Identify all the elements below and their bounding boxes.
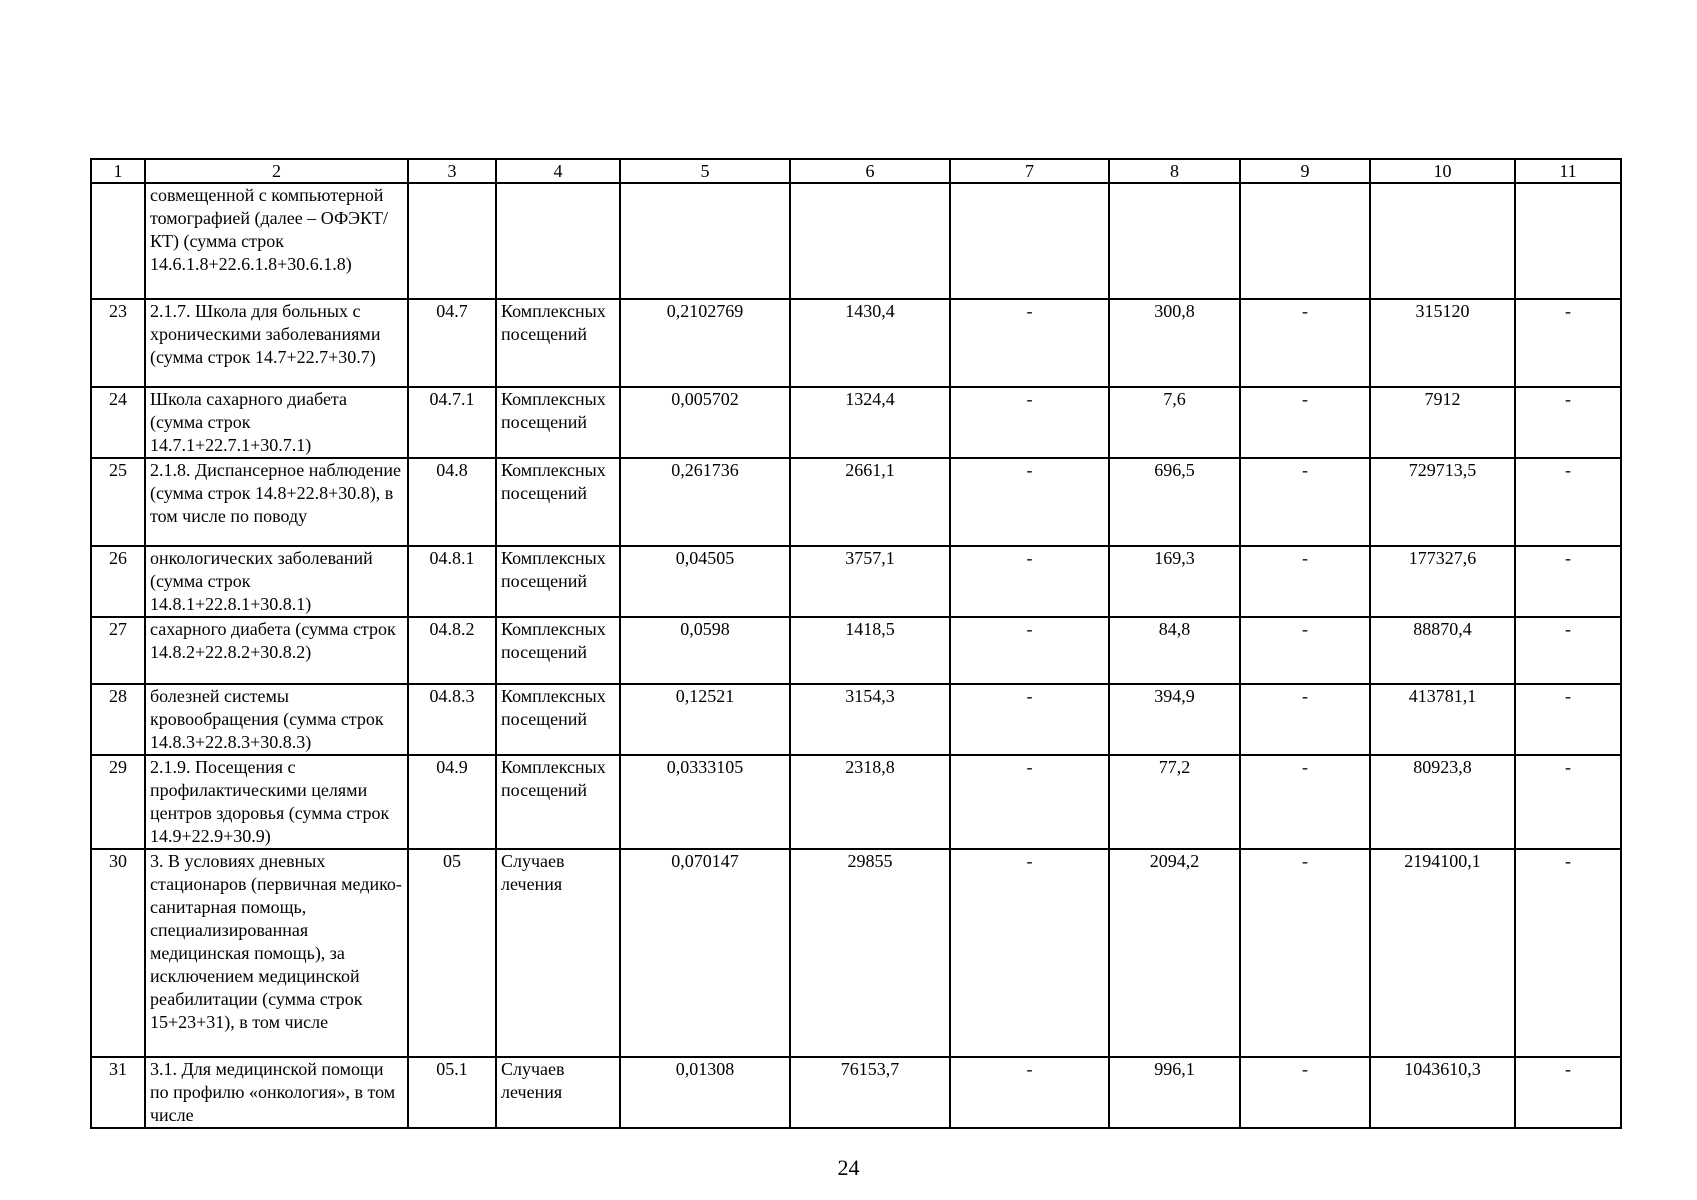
cell-col-9: - (1240, 458, 1370, 546)
cell-indicator-name: совмещенной с компьютерной томографией (далее – ОФЭКТ/КТ) (сумма строк 14.6.1.8+22.6.1.8+30.6.1.8) (145, 183, 408, 299)
cell-col-5: 0,04505 (620, 546, 790, 617)
cell-col-10: 88870,4 (1370, 617, 1515, 684)
cell-col-5: 0,070147 (620, 849, 790, 1057)
column-header: 5 (620, 159, 790, 183)
cell-col-9: - (1240, 1057, 1370, 1128)
cell-col-10: 729713,5 (1370, 458, 1515, 546)
cell-unit: Комплексных посещений (496, 755, 620, 849)
cell-col-5: 0,0598 (620, 617, 790, 684)
cell-row-number: 23 (91, 299, 145, 387)
cell-line-code (408, 183, 496, 299)
page-number: 24 (837, 1155, 860, 1180)
cell-row-number: 27 (91, 617, 145, 684)
table-row (91, 684, 1621, 755)
column-header: 8 (1109, 159, 1240, 183)
data-table (90, 158, 1622, 1129)
cell-unit (496, 183, 620, 299)
cell-unit: Комплексных посещений (496, 458, 620, 546)
cell-col-7 (950, 183, 1109, 299)
cell-col-10: 7912 (1370, 387, 1515, 458)
cell-col-10: 315120 (1370, 299, 1515, 387)
cell-col-8: 77,2 (1109, 755, 1240, 849)
cell-col-6: 1430,4 (790, 299, 950, 387)
cell-unit: Комплексных посещений (496, 546, 620, 617)
column-header: 1 (91, 159, 145, 183)
cell-col-6: 2318,8 (790, 755, 950, 849)
cell-col-9: - (1240, 684, 1370, 755)
cell-col-5: 0,261736 (620, 458, 790, 546)
cell-unit: Случаев лечения (496, 1057, 620, 1128)
cell-col-11: - (1515, 546, 1621, 617)
cell-line-code: 04.8.2 (408, 617, 496, 684)
cell-col-7: - (950, 1057, 1109, 1128)
cell-row-number: 28 (91, 684, 145, 755)
cell-row-number: 31 (91, 1057, 145, 1128)
cell-indicator-name: Школа сахарного диабета (сумма строк 14.7.1+22.7.1+30.7.1) (145, 387, 408, 458)
cell-col-5: 0,0333105 (620, 755, 790, 849)
cell-col-7: - (950, 849, 1109, 1057)
cell-indicator-name: 2.1.9. Посещения с профилактическими целями центров здоровья (сумма строк 14.9+22.9+30.9) (145, 755, 408, 849)
cell-col-6: 3757,1 (790, 546, 950, 617)
cell-col-6: 76153,7 (790, 1057, 950, 1128)
cell-col-8: 996,1 (1109, 1057, 1240, 1128)
cell-row-number: 30 (91, 849, 145, 1057)
cell-indicator-name: 2.1.8. Диспансерное наблюдение (сумма строк 14.8+22.8+30.8), в том числе по поводу (145, 458, 408, 546)
cell-col-9: - (1240, 299, 1370, 387)
cell-col-7: - (950, 458, 1109, 546)
cell-col-10: 80923,8 (1370, 755, 1515, 849)
cell-col-10: 177327,6 (1370, 546, 1515, 617)
cell-col-11: - (1515, 299, 1621, 387)
table-row (91, 849, 1621, 1057)
cell-col-7: - (950, 299, 1109, 387)
cell-col-7: - (950, 546, 1109, 617)
cell-indicator-name: болезней системы кровообращения (сумма строк 14.8.3+22.8.3+30.8.3) (145, 684, 408, 755)
cell-col-8: 696,5 (1109, 458, 1240, 546)
cell-col-6 (790, 183, 950, 299)
cell-col-5: 0,2102769 (620, 299, 790, 387)
cell-row-number: 24 (91, 387, 145, 458)
cell-col-7: - (950, 755, 1109, 849)
cell-unit: Комплексных посещений (496, 684, 620, 755)
cell-col-7: - (950, 684, 1109, 755)
column-header: 4 (496, 159, 620, 183)
table-row (91, 1057, 1621, 1128)
cell-col-8: 84,8 (1109, 617, 1240, 684)
column-header: 2 (145, 159, 408, 183)
cell-col-5: 0,12521 (620, 684, 790, 755)
cell-col-11: - (1515, 755, 1621, 849)
cell-indicator-name: сахарного диабета (сумма строк 14.8.2+22.8.2+30.8.2) (145, 617, 408, 684)
cell-unit: Комплексных посещений (496, 387, 620, 458)
column-header: 10 (1370, 159, 1515, 183)
cell-col-10: 413781,1 (1370, 684, 1515, 755)
table-row (91, 617, 1621, 684)
cell-row-number (91, 183, 145, 299)
cell-col-8: 169,3 (1109, 546, 1240, 617)
cell-col-6: 29855 (790, 849, 950, 1057)
cell-col-8: 394,9 (1109, 684, 1240, 755)
cell-row-number: 29 (91, 755, 145, 849)
cell-col-8 (1109, 183, 1240, 299)
cell-col-8: 2094,2 (1109, 849, 1240, 1057)
cell-row-number: 26 (91, 546, 145, 617)
cell-line-code: 04.9 (408, 755, 496, 849)
table-row (91, 299, 1621, 387)
cell-line-code: 04.7 (408, 299, 496, 387)
cell-col-9: - (1240, 617, 1370, 684)
cell-col-9 (1240, 183, 1370, 299)
cell-row-number: 25 (91, 458, 145, 546)
cell-col-9: - (1240, 387, 1370, 458)
column-header: 3 (408, 159, 496, 183)
cell-line-code: 04.8.1 (408, 546, 496, 617)
cell-col-11: - (1515, 617, 1621, 684)
column-header: 9 (1240, 159, 1370, 183)
cell-col-7: - (950, 387, 1109, 458)
cell-col-7: - (950, 617, 1109, 684)
cell-col-11: - (1515, 849, 1621, 1057)
cell-unit: Комплексных посещений (496, 617, 620, 684)
cell-col-5 (620, 183, 790, 299)
cell-col-11: - (1515, 684, 1621, 755)
cell-indicator-name: 3.1. Для медицинской помощи по профилю «онкология», в том числе (145, 1057, 408, 1128)
cell-col-8: 300,8 (1109, 299, 1240, 387)
cell-unit: Случаев лечения (496, 849, 620, 1057)
cell-indicator-name: 3. В условиях дневных стационаров (первичная медико-санитарная помощь, специализированная медицинская помощь), за исключением медицинской реабилитации (сумма строк 15+23+31), в том числе (145, 849, 408, 1057)
cell-col-10: 2194100,1 (1370, 849, 1515, 1057)
cell-col-6: 1418,5 (790, 617, 950, 684)
cell-col-11 (1515, 183, 1621, 299)
column-header: 11 (1515, 159, 1621, 183)
cell-col-10: 1043610,3 (1370, 1057, 1515, 1128)
cell-col-9: - (1240, 546, 1370, 617)
cell-col-9: - (1240, 849, 1370, 1057)
cell-col-11: - (1515, 458, 1621, 546)
cell-col-8: 7,6 (1109, 387, 1240, 458)
cell-line-code: 05.1 (408, 1057, 496, 1128)
cell-col-9: - (1240, 755, 1370, 849)
table-header-row (91, 159, 1621, 183)
cell-indicator-name: онкологических заболеваний (сумма строк 14.8.1+22.8.1+30.8.1) (145, 546, 408, 617)
cell-line-code: 04.7.1 (408, 387, 496, 458)
cell-col-5: 0,01308 (620, 1057, 790, 1128)
table-row (91, 183, 1621, 299)
table-body (91, 183, 1621, 1128)
cell-line-code: 05 (408, 849, 496, 1057)
cell-col-6: 1324,4 (790, 387, 950, 458)
cell-col-6: 3154,3 (790, 684, 950, 755)
cell-col-11: - (1515, 1057, 1621, 1128)
cell-col-10 (1370, 183, 1515, 299)
table-row (91, 458, 1621, 546)
cell-col-11: - (1515, 387, 1621, 458)
cell-col-6: 2661,1 (790, 458, 950, 546)
cell-line-code: 04.8.3 (408, 684, 496, 755)
table-row (91, 755, 1621, 849)
cell-line-code: 04.8 (408, 458, 496, 546)
column-header: 6 (790, 159, 950, 183)
cell-indicator-name: 2.1.7. Школа для больных с хроническими заболеваниями (сумма строк 14.7+22.7+30.7) (145, 299, 408, 387)
table-row (91, 546, 1621, 617)
table-row (91, 387, 1621, 458)
cell-col-5: 0,005702 (620, 387, 790, 458)
column-header: 7 (950, 159, 1109, 183)
cell-unit: Комплексных посещений (496, 299, 620, 387)
